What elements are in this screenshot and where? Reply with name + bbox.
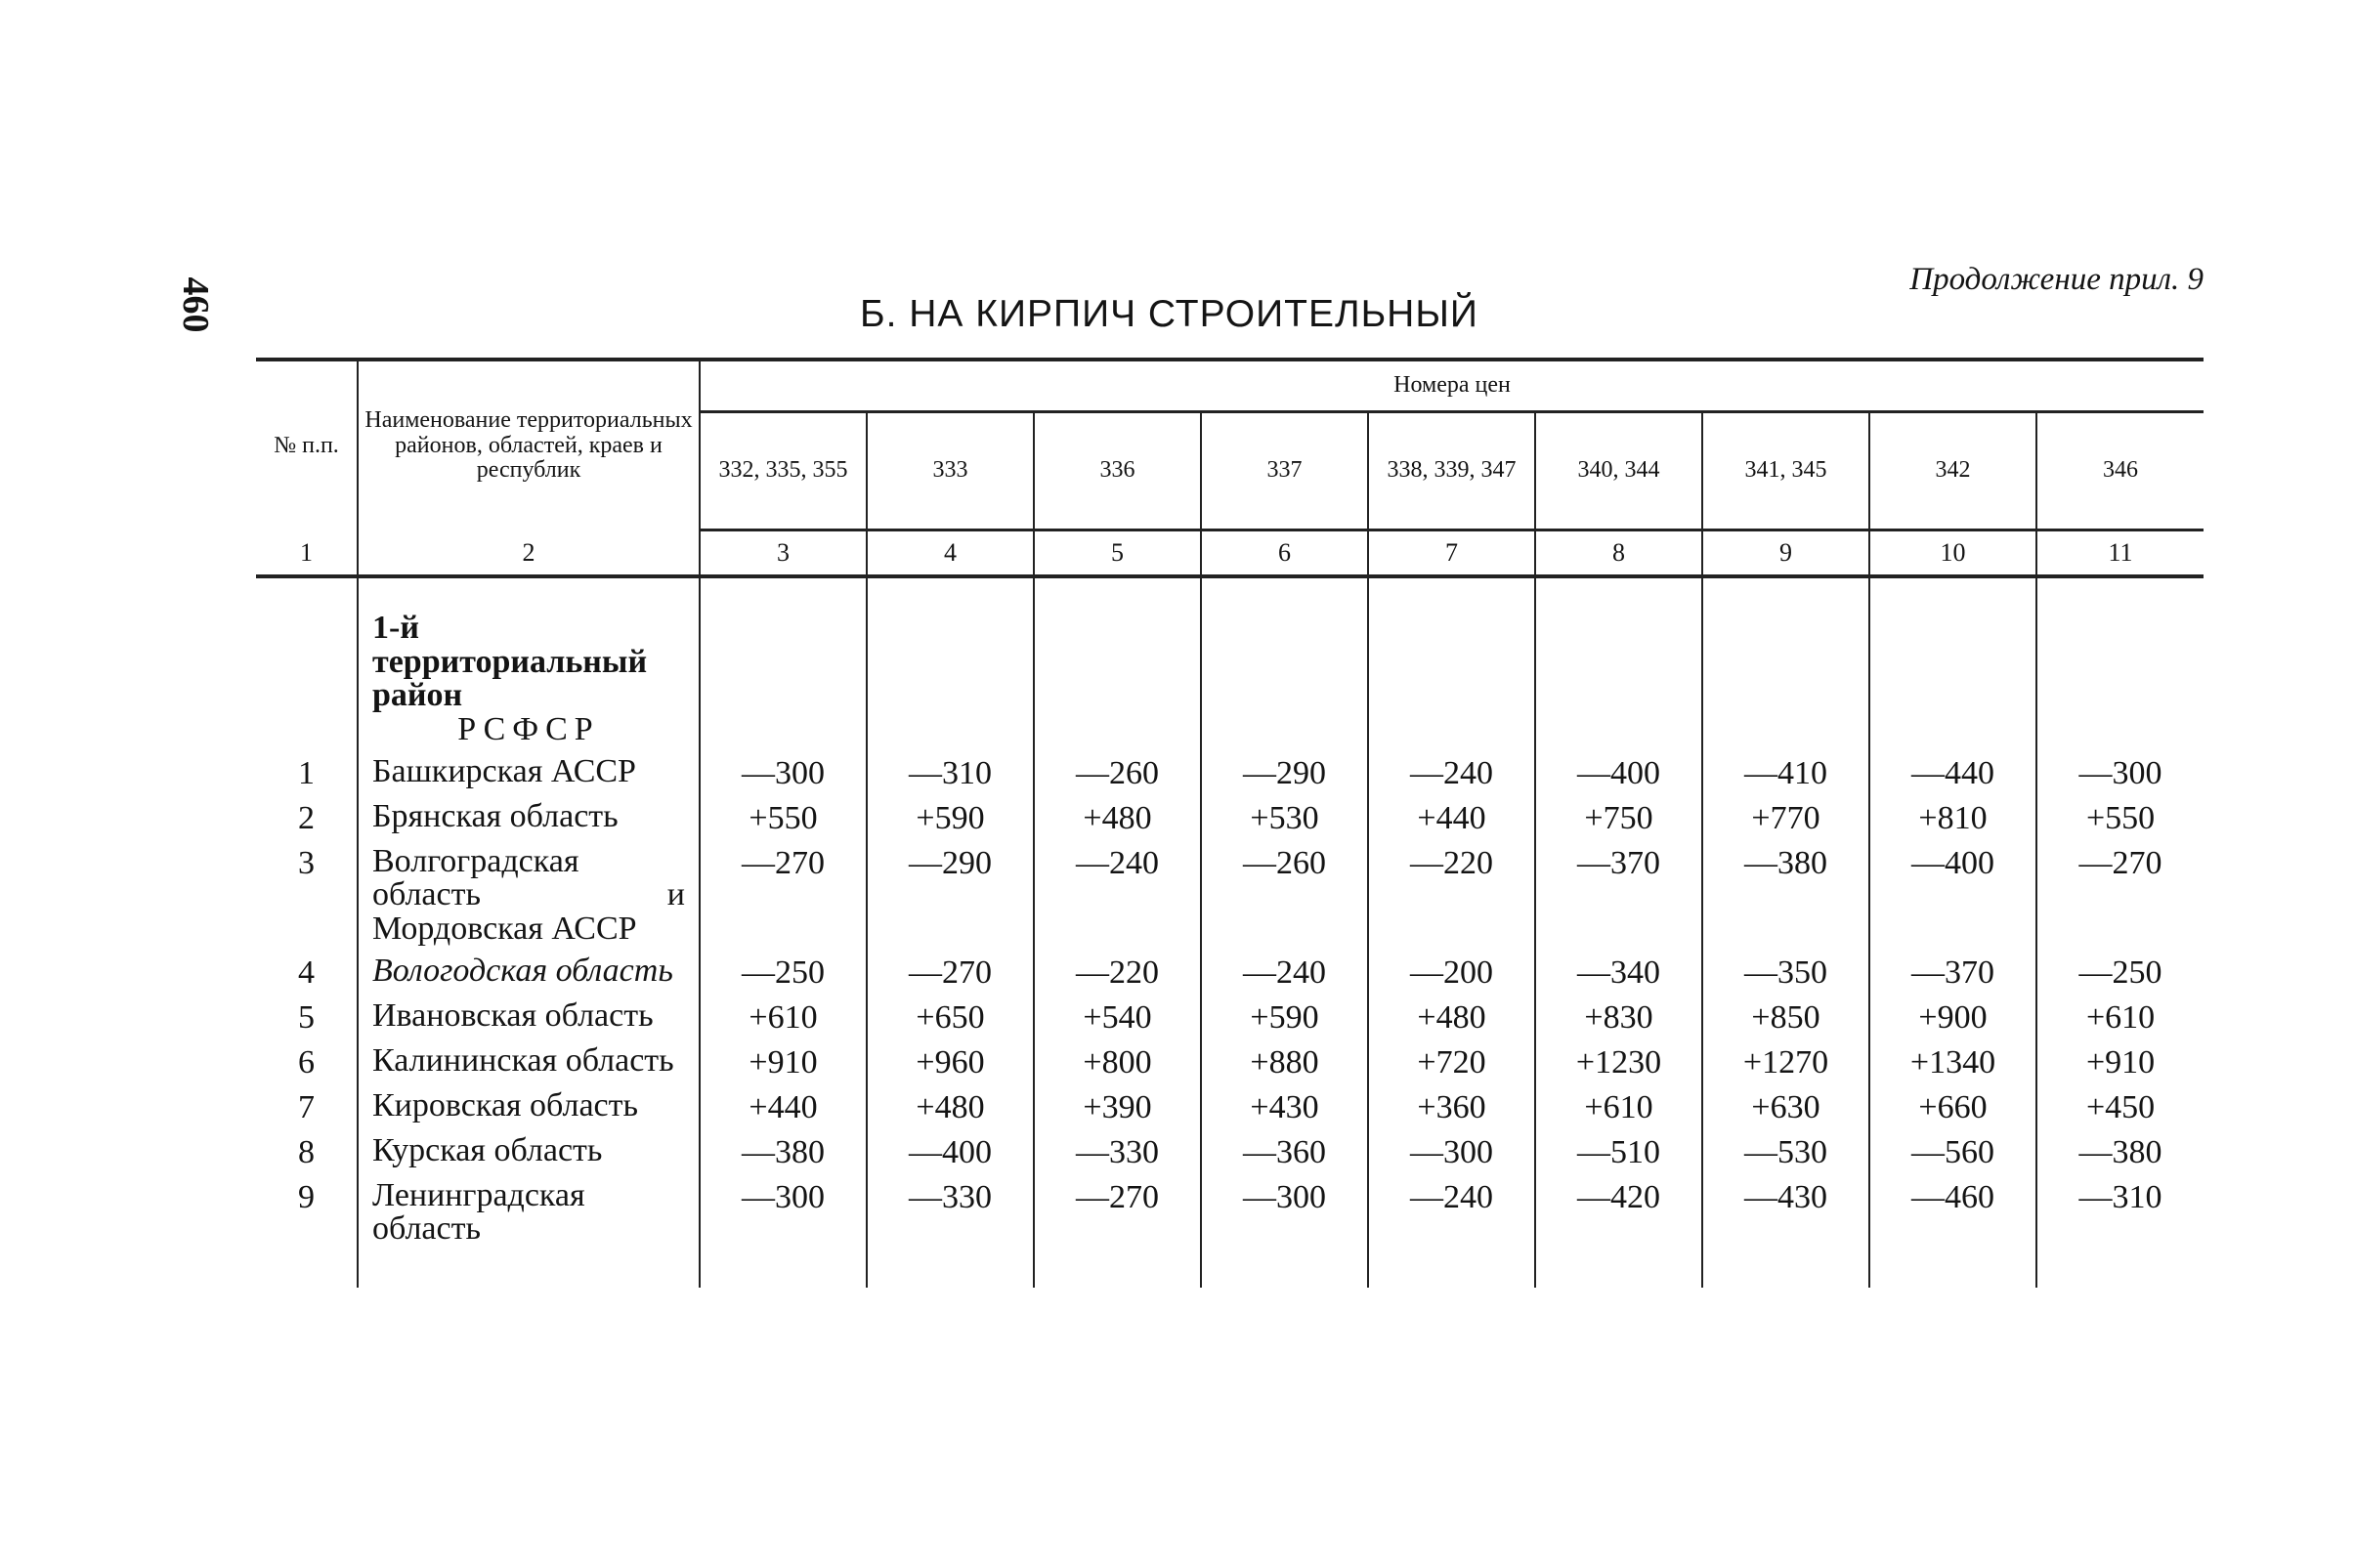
price-adjustment-cell: —250 [700, 947, 867, 992]
table-row [256, 1081, 2204, 1126]
price-adjustment-cell: +650 [867, 992, 1034, 1037]
price-adjustment-cell: —240 [1368, 747, 1535, 792]
price-adjustment-cell: +1270 [1702, 1037, 1869, 1081]
region-heading-row [256, 612, 2204, 713]
row-number: 2 [298, 799, 315, 836]
table-row [256, 837, 2204, 947]
header-price-col: 346 [2036, 412, 2204, 530]
price-adjustment-cell: +440 [700, 1081, 867, 1126]
price-adjustment-cell: +610 [1535, 1081, 1702, 1126]
price-table [256, 358, 2204, 1288]
header-price-col: 333 [867, 412, 1034, 530]
price-adjustment-cell: +530 [1201, 792, 1368, 837]
header-price-col: 338, 339, 347 [1368, 412, 1535, 530]
table-row [256, 1126, 2204, 1171]
price-adjustment-cell: —240 [1201, 947, 1368, 992]
header-price-col: 332, 335, 355 [700, 412, 867, 530]
price-adjustment-cell: —240 [1368, 1171, 1535, 1247]
table-row [256, 792, 2204, 837]
region-heading: 1-й территориальный район [358, 612, 700, 713]
price-adjustment-cell: —270 [700, 837, 867, 947]
row-number: 7 [298, 1088, 315, 1125]
price-adjustment-cell: —330 [867, 1171, 1034, 1247]
region-name: Башкирская АССР [358, 747, 700, 792]
header-number: № п.п. [256, 360, 358, 530]
row-number: 5 [298, 998, 315, 1036]
price-adjustment-cell: —440 [1869, 747, 2036, 792]
column-index: 4 [867, 530, 1034, 577]
price-adjustment-cell: +390 [1034, 1081, 1201, 1126]
region-name: Ленинградская область [358, 1171, 700, 1247]
price-adjustment-cell: —300 [700, 1171, 867, 1247]
row-number: 4 [298, 954, 315, 991]
price-adjustment-cell: —560 [1869, 1126, 2036, 1171]
price-adjustment-cell: +720 [1368, 1037, 1535, 1081]
price-adjustment-cell: +610 [700, 992, 867, 1037]
price-adjustment-cell: —380 [2036, 1126, 2204, 1171]
column-index: 10 [1869, 530, 2036, 577]
header-price-col: 340, 344 [1535, 412, 1702, 530]
price-adjustment-cell: —240 [1034, 837, 1201, 947]
price-adjustment-cell: —360 [1201, 1126, 1368, 1171]
section-title: Б. НА КИРПИЧ СТРОИТЕЛЬНЫЙ [860, 293, 1478, 335]
price-adjustment-cell: +550 [700, 792, 867, 837]
row-number: 6 [298, 1043, 315, 1081]
column-index: 11 [2036, 530, 2204, 577]
column-index: 1 [256, 530, 358, 577]
row-number: 1 [298, 754, 315, 791]
price-adjustment-cell: +440 [1368, 792, 1535, 837]
header-price-col: 342 [1869, 412, 2036, 530]
header-price-col: 336 [1034, 412, 1201, 530]
price-adjustment-cell: —400 [867, 1126, 1034, 1171]
price-adjustment-cell: —310 [867, 747, 1034, 792]
price-adjustment-cell: +630 [1702, 1081, 1869, 1126]
region-name: Ивановская область [358, 992, 700, 1037]
table-row [256, 1171, 2204, 1247]
price-adjustment-cell: +910 [700, 1037, 867, 1081]
price-adjustment-cell: —300 [2036, 747, 2204, 792]
row-number: 3 [298, 844, 315, 881]
price-adjustment-cell: —290 [1201, 747, 1368, 792]
price-adjustment-cell: +810 [1869, 792, 2036, 837]
continuation-note: Продолжение прил. 9 [1909, 262, 2204, 297]
price-adjustment-cell: +360 [1368, 1081, 1535, 1126]
price-adjustment-cell: —290 [867, 837, 1034, 947]
region-name: Вологодская область [358, 947, 700, 992]
spacer-row [256, 1247, 2204, 1288]
price-adjustment-cell: +450 [2036, 1081, 2204, 1126]
column-index: 3 [700, 530, 867, 577]
price-adjustment-cell: —430 [1702, 1171, 1869, 1247]
column-index: 7 [1368, 530, 1535, 577]
header-name: Наименование территориальных районов, областей, краев и республик [358, 360, 700, 530]
republic-row [256, 713, 2204, 747]
price-adjustment-cell: +900 [1869, 992, 2036, 1037]
price-adjustment-cell: +1230 [1535, 1037, 1702, 1081]
price-adjustment-cell: —530 [1702, 1126, 1869, 1171]
header-price-numbers: Номера цен [700, 360, 2204, 412]
region-name: Калининская область [358, 1037, 700, 1081]
column-index: 5 [1034, 530, 1201, 577]
price-adjustment-cell: —220 [1368, 837, 1535, 947]
column-index: 8 [1535, 530, 1702, 577]
price-adjustment-cell: +1340 [1869, 1037, 2036, 1081]
price-adjustment-cell: +800 [1034, 1037, 1201, 1081]
price-adjustment-cell: +480 [1034, 792, 1201, 837]
price-adjustment-cell: —420 [1535, 1171, 1702, 1247]
price-adjustment-cell: +480 [1368, 992, 1535, 1037]
price-adjustment-cell: +750 [1535, 792, 1702, 837]
price-adjustment-cell: +830 [1535, 992, 1702, 1037]
price-adjustment-cell: —370 [1869, 947, 2036, 992]
region-name: Кировская область [358, 1081, 700, 1126]
price-adjustment-cell: +770 [1702, 792, 1869, 837]
price-adjustment-cell: —510 [1535, 1126, 1702, 1171]
row-number: 9 [298, 1178, 315, 1215]
price-adjustment-cell: —380 [1702, 837, 1869, 947]
header-price-col: 341, 345 [1702, 412, 1869, 530]
price-adjustment-cell: —400 [1869, 837, 2036, 947]
price-adjustment-cell: +590 [1201, 992, 1368, 1037]
price-adjustment-cell: —310 [2036, 1171, 2204, 1247]
page-number: 460 [175, 276, 216, 333]
price-adjustment-cell: +540 [1034, 992, 1201, 1037]
price-adjustment-cell: —350 [1702, 947, 1869, 992]
price-adjustment-cell: —260 [1201, 837, 1368, 947]
price-adjustment-cell: +590 [867, 792, 1034, 837]
price-adjustment-cell: +960 [867, 1037, 1034, 1081]
republic-heading: РСФСР [358, 713, 700, 747]
price-adjustment-cell: —220 [1034, 947, 1201, 992]
price-adjustment-cell: —370 [1535, 837, 1702, 947]
price-adjustment-cell: —270 [1034, 1171, 1201, 1247]
price-adjustment-cell: —300 [1368, 1126, 1535, 1171]
price-adjustment-cell: +480 [867, 1081, 1034, 1126]
price-adjustment-cell: —300 [1201, 1171, 1368, 1247]
table-row [256, 947, 2204, 992]
region-name: Брянская область [358, 792, 700, 837]
price-adjustment-cell: +660 [1869, 1081, 2036, 1126]
price-adjustment-cell: —380 [700, 1126, 867, 1171]
price-adjustment-cell: +850 [1702, 992, 1869, 1037]
price-adjustment-cell: —200 [1368, 947, 1535, 992]
price-adjustment-cell: +610 [2036, 992, 2204, 1037]
price-adjustment-cell: —340 [1535, 947, 1702, 992]
region-name: Курская область [358, 1126, 700, 1171]
price-adjustment-cell: +880 [1201, 1037, 1368, 1081]
price-adjustment-cell: —460 [1869, 1171, 2036, 1247]
column-index: 2 [358, 530, 700, 577]
table-row [256, 1037, 2204, 1081]
table-row [256, 747, 2204, 792]
price-adjustment-cell: +910 [2036, 1037, 2204, 1081]
price-adjustment-cell: —260 [1034, 747, 1201, 792]
price-adjustment-cell: —410 [1702, 747, 1869, 792]
region-name: Волгоградская область и Мордовская АССР [358, 837, 700, 947]
price-adjustment-cell: —330 [1034, 1126, 1201, 1171]
price-adjustment-cell: —270 [2036, 837, 2204, 947]
price-adjustment-cell: —300 [700, 747, 867, 792]
price-adjustment-cell: +550 [2036, 792, 2204, 837]
price-adjustment-cell: —250 [2036, 947, 2204, 992]
price-adjustment-cell: —270 [867, 947, 1034, 992]
column-index: 6 [1201, 530, 1368, 577]
price-adjustment-cell: —400 [1535, 747, 1702, 792]
price-adjustment-cell: +430 [1201, 1081, 1368, 1126]
table-row [256, 992, 2204, 1037]
header-price-col: 337 [1201, 412, 1368, 530]
column-index: 9 [1702, 530, 1869, 577]
spacer-row [256, 576, 2204, 612]
row-number: 8 [298, 1133, 315, 1170]
